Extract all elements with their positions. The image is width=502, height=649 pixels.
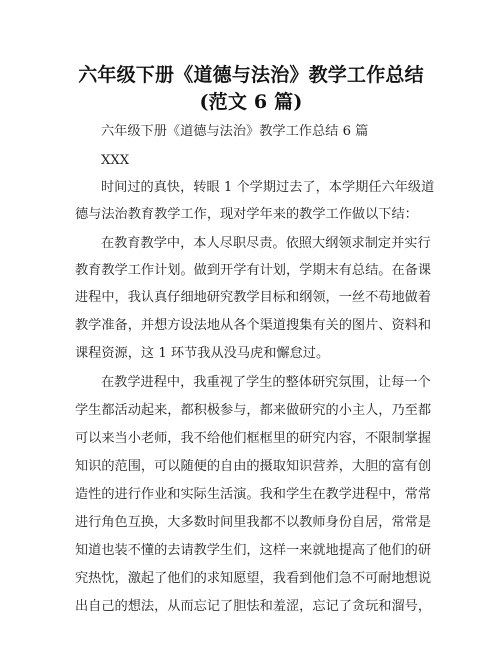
- paragraph-line: 学生都活动起来，都积极参与，都来做研究的小主人，乃至都: [75, 403, 432, 418]
- paragraph-line: 知识的范围，可以随便的自由的摄取知识营养，大胆的富有创: [75, 459, 432, 474]
- paragraph-line: 知道也装不懂的去请教学生们，这样一来就地提高了他们的研: [75, 543, 432, 558]
- paragraph-line: 可以来当小老师，我不给他们框框里的研究内容，不限制掌握: [75, 431, 432, 446]
- paragraph-line: 教学准备，并想方设法地从各个渠道搜集有关的图片、资料和: [75, 318, 432, 333]
- paragraph-line: 时间过的真快，转眼 1 个学期过去了，本学期任六年级道: [101, 180, 435, 195]
- paragraph-line: 究热忱，激起了他们的求知愿望，我看到他们急不可耐地想说: [75, 571, 432, 586]
- paragraph-line: 出自己的想法，从而忘记了胆怯和羞涩，忘记了贪玩和溜号，: [75, 599, 432, 614]
- paragraph-line: 进程中，我认真仔细地研究教学目标和纲领，一丝不苟地做着: [75, 290, 432, 305]
- paragraph-line: 在教学进程中，我重视了学生的整体研究氛围，让每一个: [101, 375, 431, 390]
- paragraph-line: 德与法治教育教学工作，现对学年来的教学工作做以下结：: [75, 207, 418, 222]
- document-author: XXX: [101, 153, 130, 168]
- paragraph-line: 在教育教学中，本人尽职尽责。依照大纲领求制定并实行: [101, 236, 431, 251]
- document-title: 六年级下册《道德与法治》教学工作总结: [78, 64, 424, 86]
- document-title-suffix: (范文 6 篇): [199, 91, 303, 113]
- document-subtitle: 六年级下册《道德与法治》教学工作总结 6 篇: [101, 124, 369, 139]
- paragraph-line: 进行角色互换，大多数时间里我都不以教师身份自居，常常是: [75, 515, 432, 530]
- paragraph-line: 教育教学工作计划。做到开学有计划，学期末有总结。在备课: [75, 263, 432, 278]
- paragraph-line: 造性的进行作业和实际生活演。我和学生在教学进程中，常常: [75, 487, 432, 502]
- paragraph-line: 课程资源，这 1 环节我从没马虎和懈怠过。: [75, 346, 330, 361]
